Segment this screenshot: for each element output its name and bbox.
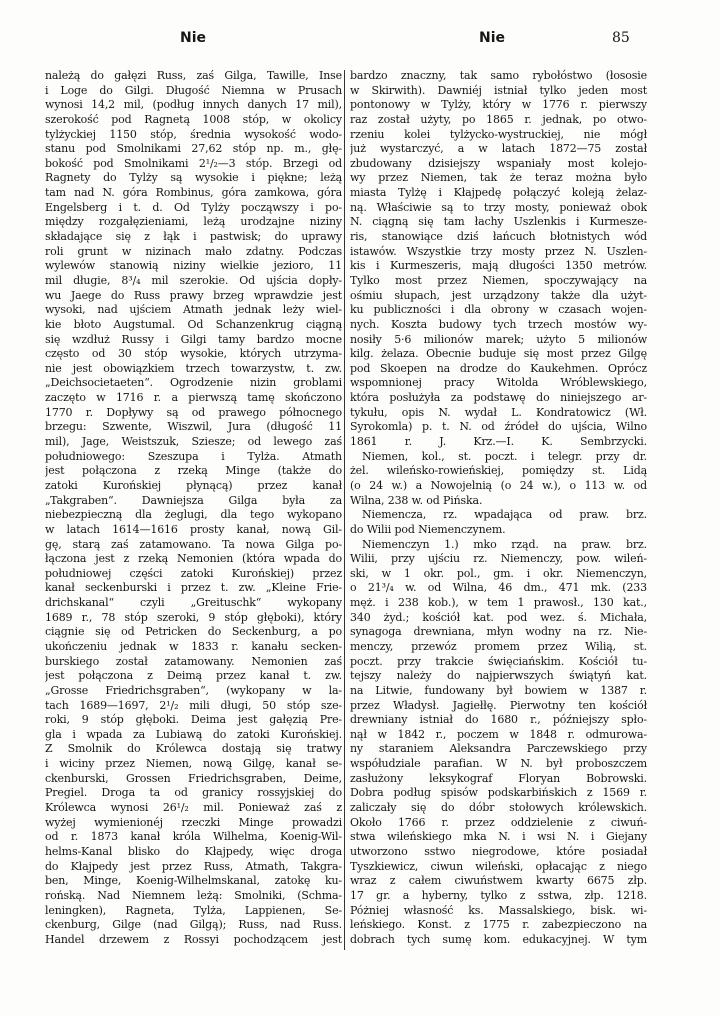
text-line: tylżyckiej 1150 stóp, średnia wysokość wodo- xyxy=(45,127,342,141)
text-line: miasta Tylżę i Kłajpedę połączyć koleją żelaz- xyxy=(350,186,647,200)
text-line: Wilna, 238 w. od Pińska. xyxy=(350,493,483,507)
text-line: Tyszkiewicz, ciwun wileński, opłacając z niego xyxy=(350,859,647,873)
text-line: między rozgałęzieniami, leżą urodzajne niziny xyxy=(45,215,342,229)
text-line: burskiego został zatamowany. Nemonien zaś xyxy=(45,654,342,668)
text-line: 17 gr. a hyberny, tylko z sstwa, złp. 1218. xyxy=(350,888,647,902)
text-line: kilg. żelaza. Obecnie buduje się most przez Gilgę xyxy=(350,347,647,361)
text-line: współudziale parafian. W N. był proboszczem xyxy=(350,757,647,771)
text-line: poczt. przy trakcie święciańskim. Kościół tu- xyxy=(350,654,647,668)
text-line: leningken), Ragneta, Tylża, Lappienen, Se- xyxy=(45,903,342,917)
text-line: Póżniej własność ks. Massalskiego, bisk. wi- xyxy=(350,903,647,917)
page-number: 85 xyxy=(612,30,630,46)
text-line: nie jest obowiązkiem trzech towarzystw, t. zw. xyxy=(45,361,342,375)
text-line: wyżej wymienionéj rzeczki Minge prowadzi xyxy=(45,815,342,829)
text-line: drewniany istniał do 1680 r., późniejszy spło- xyxy=(350,713,647,727)
text-line: Niemencza, rz. wpadająca od praw. brz. xyxy=(362,508,647,522)
text-line: do Kłajpedy jest przez Russ, Atmath, Takgra- xyxy=(45,859,342,873)
text-line: Handel drzewem z Rossyi pochodzącem jest xyxy=(45,932,342,946)
text-line: żel. wileńsko-rowieńskiej, pomiędzy st. Lidą xyxy=(350,464,647,478)
text-line: już wystarczyć, a w latach 1872—75 został xyxy=(350,142,647,156)
text-line: wynosi 14,2 mil, (podług innych danych 17 mil), xyxy=(45,98,342,112)
text-line: zbudowany dzisiejszy wspaniały most kolejo- xyxy=(350,156,647,170)
text-line: ski, w 1 okr. pol., gm. i okr. Niemenczyn, xyxy=(350,566,647,580)
text-line: pod Skoepen na drodze do Kaukehmen. Oprócz xyxy=(350,361,647,375)
text-line: tykułu, opis N. wydał L. Kondratowicz (Wł. xyxy=(350,405,647,419)
text-line: gla i wpada za Lubiawą do zatoki Kurońskiej. xyxy=(45,727,342,741)
text-line: kie błoto Augstumal. Od Schanzenkrug ciągną xyxy=(45,317,342,331)
text-line: (o 24 w.) a Nowojelnią (o 24 w.), o 113 w. od xyxy=(350,478,647,492)
text-line: 1689 r., 78 stóp szeroki, 9 stóp głęboki), który xyxy=(45,610,342,624)
text-line: się wzdłuż Russy i Gilgi tamy bardzo mocne xyxy=(45,332,342,346)
text-line: i wiciny przez Niemen, nową Gilgę, kanał se- xyxy=(45,757,342,771)
left-column xyxy=(45,69,342,951)
text-line: pontonowy w Tylży, który w 1776 r. pierwszy xyxy=(350,98,647,112)
text-line: często od 30 stóp wysokie, których utrzyma- xyxy=(45,347,342,361)
text-line: wu Jaege do Russ prawy brzeg wprawdzie jest xyxy=(45,288,342,302)
text-line: ukończeniu jednak w 1833 r. kanału secken- xyxy=(45,639,342,653)
text-line: stanu pod Smolnikami 27,62 stóp np. m., głę- xyxy=(45,142,342,156)
column-divider xyxy=(344,70,345,950)
text-line: Tylko most przez Niemen, spoczywający na xyxy=(350,273,647,287)
text-line: Syrokomla) p. t. N. od źródeł do ujścia, Wilno xyxy=(350,420,647,434)
text-line: do Wilii pod Niemenczynem. xyxy=(350,522,506,536)
text-line: wraz z całem ciwuństwem kwarty 6675 złp. xyxy=(350,874,647,888)
text-line: tejszy należy do najpierwszych świątyń kat. xyxy=(350,669,647,683)
text-line: ośmiu słupach, jest urządzony także dla użyt- xyxy=(350,288,647,302)
text-line: ris, stanowiące dziś łańcuch błotnistych wód xyxy=(350,230,647,244)
text-line: zasłużony leksykograf Floryan Bobrowski. xyxy=(350,771,647,785)
text-line: roki, 9 stóp głęboki. Deima jest gałęzią Pre- xyxy=(45,713,342,727)
text-line: od r. 1873 kanał króla Wilhelma, Koenig-Wil- xyxy=(45,830,342,844)
text-line: ckenburg, Gilge (nad Gilgą); Russ, nad Russ. xyxy=(45,918,342,932)
text-line: Ragnety do Tylży są wysokie i piękne; leżą xyxy=(45,171,342,185)
text-line: rońską. Nad Niemnem leżą: Smolniki, (Schma- xyxy=(45,888,342,902)
text-line: jest połączona z Deimą przez kanał t. zw. xyxy=(45,669,342,683)
text-line: przez Władysł. Jagiełłę. Pierwotny ten kościół xyxy=(350,698,647,712)
text-line: Z Smolnik do Królewca dostają się tratwy xyxy=(45,742,342,756)
text-line: 1770 r. Dopływy są od prawego północnego xyxy=(45,405,342,419)
text-line: łączona jest z rzeką Nemonien (która wpada do xyxy=(45,552,342,566)
running-head-middle: Nie xyxy=(479,30,506,46)
text-line: kis i Kurmeszeris, mają długości 1350 metrów. xyxy=(350,259,647,273)
text-line: „Takgraben“. Dawniejsza Gilga była za xyxy=(45,493,342,507)
text-line: ną. Właściwie są to trzy mosty, ponieważ obok xyxy=(350,200,647,214)
text-line: Dobra podług spisów podskarbińskich z 1569 r. xyxy=(350,786,647,800)
text-line: nął w 1842 r., poczem w 1848 r. odmurowa- xyxy=(350,727,647,741)
text-line: męż. i 238 kob.), w tem 1 prawosł., 130 kat., xyxy=(350,596,647,610)
text-line: menczy, przewóz promem przez Wilią, st. xyxy=(350,639,647,653)
text-line: ckenburski, Grossen Friedrichsgraben, Deime, xyxy=(45,771,342,785)
text-line: wysoki, nad ujściem Atmath jednak leży wiel- xyxy=(45,303,342,317)
text-line: Niemenczyn 1.) mko rząd. na praw. brz. xyxy=(362,537,647,551)
text-line: brzegu: Szwente, Wiszwil, Jura (długość 11 xyxy=(45,420,342,434)
text-line: nych. Koszta budowy tych trzech mostów wy- xyxy=(350,317,647,331)
text-line: ciągnie się od Petricken do Seckenburg, a po xyxy=(45,625,342,639)
text-line: mil), Jage, Weistszuk, Sziesze; od lewego zaś xyxy=(45,435,342,449)
text-line: wylewów stanowią niziny wielkie jezioro, 11 xyxy=(45,259,342,273)
text-line: 340 żyd.; kościół kat. pod wez. ś. Michała, xyxy=(350,610,647,624)
text-line: tam nad N. góra Rombinus, góra zamkowa, góra xyxy=(45,186,342,200)
text-line: Wilii, przy ujściu rz. Niemenczy, pow. wileń- xyxy=(350,552,647,566)
text-line: ben, Minge, Koenig-Wilhelmskanal, zatokę ku- xyxy=(45,874,342,888)
text-line: południowego: Szeszupa i Tylża. Atmath xyxy=(45,449,342,463)
text-line: o 21³/₄ w. od Wilna, 46 dm., 471 mk. (233 xyxy=(350,581,647,595)
text-line: szerokość pod Ragnetą 1008 stóp, w okolicy xyxy=(45,112,342,126)
text-line: Engelsberg i t. d. Od Tylży począwszy i po- xyxy=(45,200,342,214)
text-line: stwa wileńskiego mka N. i wsi N. i Giejany xyxy=(350,830,647,844)
text-line: Niemen, kol., st. poczt. i telegr. przy dr. xyxy=(362,449,647,463)
text-line: bardzo znaczny, tak samo rybołóstwo (łososie xyxy=(350,69,647,82)
text-line: helms-Kanal blisko do Kłajpedy, więc droga xyxy=(45,844,342,858)
text-line: nosiły 5·6 milionów marek; użyto 5 milionów xyxy=(350,332,647,346)
page-header xyxy=(0,30,720,50)
text-line: bokość pod Smolnikami 2¹/₂—3 stóp. Brzegi od xyxy=(45,156,342,170)
text-line: tach 1689—1697, 2¹/₂ mili długi, 50 stóp sze- xyxy=(45,698,342,712)
text-line: zaczęto w 1716 r. a pierwszą tamę skończono xyxy=(45,391,342,405)
text-line: N. ciągną się tam łachy Uszlenkis i Kurmesze- xyxy=(350,215,647,229)
text-line: Pregiel. Droga ta od granicy rossyjskiej do xyxy=(45,786,342,800)
text-line: na Litwie, fundowany był bowiem w 1387 r. xyxy=(350,683,647,697)
text-line: „Deichsocietaeten“. Ogrodzenie nizin groblami xyxy=(45,376,342,390)
text-line: mil długie, 8³/₄ mil szerokie. Od ujścia dopły- xyxy=(45,273,342,287)
text-line: gę, starą zaś zatamowano. Ta nowa Gilga po- xyxy=(45,537,342,551)
text-line: utworzono sstwo niegrodowe, które posiadał xyxy=(350,844,647,858)
text-line: ku publiczności i dla obrony w czasach wojen- xyxy=(350,303,647,317)
text-line: niebezpieczną dla żeglugi, dla tego wykopano xyxy=(45,508,342,522)
text-line: która posłużyła za podstawę do niniejszego ar- xyxy=(350,391,647,405)
text-line: raz został użyty, po 1865 r. jednak, po otwo- xyxy=(350,112,647,126)
text-line: roli grunt w nizinach mało zdatny. Podczas xyxy=(45,244,342,258)
text-line: w Skirwith). Dawniéj istniał tylko jeden most xyxy=(350,83,647,97)
text-line: należą do gałęzi Russ, zaś Gilga, Tawille, Inse xyxy=(45,69,342,82)
text-line: rzeniu kolei tylżycko-wystruckiej, nie mógł xyxy=(350,127,647,141)
text-line: wspomnionej pracy Witolda Wróblewskiego, xyxy=(350,376,647,390)
text-line: zaliczały się do dóbr stołowych królewskich. xyxy=(350,801,647,815)
text-line: wy przez Niemen, tak że teraz można było xyxy=(350,171,647,185)
text-line: południowej części zatoki Kurońskiej) przez xyxy=(45,566,342,580)
text-line: kanał seckenburski i przez t. zw. „Kleine Frie- xyxy=(45,581,342,595)
text-line: składające się z łąk i pastwisk; do uprawy xyxy=(45,230,342,244)
text-line: synagoga drewniana, młyn wodny na rz. Nie- xyxy=(350,625,647,639)
right-column xyxy=(350,69,647,951)
text-line: istawów. Wszystkie trzy mosty przez N. Uszlen- xyxy=(350,244,647,258)
text-line: 1861 r. J. Krz.—I. K. Sembrzycki. xyxy=(350,435,647,449)
text-line: leńskiego. Konst. z 1775 r. zabezpieczono na xyxy=(350,918,647,932)
text-line: dobrach tych sumę kom. edukacyjnej. W tym xyxy=(350,932,647,946)
text-line: i Loge do Gilgi. Długość Niemna w Prusach xyxy=(45,83,342,97)
text-line: ny staraniem Aleksandra Parczewskiego przy xyxy=(350,742,647,756)
running-head-left: Nie xyxy=(180,30,207,46)
text-line: „Grosse Friedrichsgraben“, (wykopany w la- xyxy=(45,683,342,697)
text-line: Królewca wynosi 26¹/₂ mil. Ponieważ zaś z xyxy=(45,801,342,815)
text-line: drichskanal“ czyli „Greituschk“ wykopany xyxy=(45,596,342,610)
text-line: w latach 1614—1616 prosty kanał, nową Gil- xyxy=(45,522,342,536)
text-line: zatoki Kurońskiej płynącą) przez kanał xyxy=(45,478,342,492)
text-line: Około 1766 r. przez oddzielenie z ciwuń- xyxy=(350,815,647,829)
text-line: jest połączona z rzeką Minge (także do xyxy=(45,464,342,478)
